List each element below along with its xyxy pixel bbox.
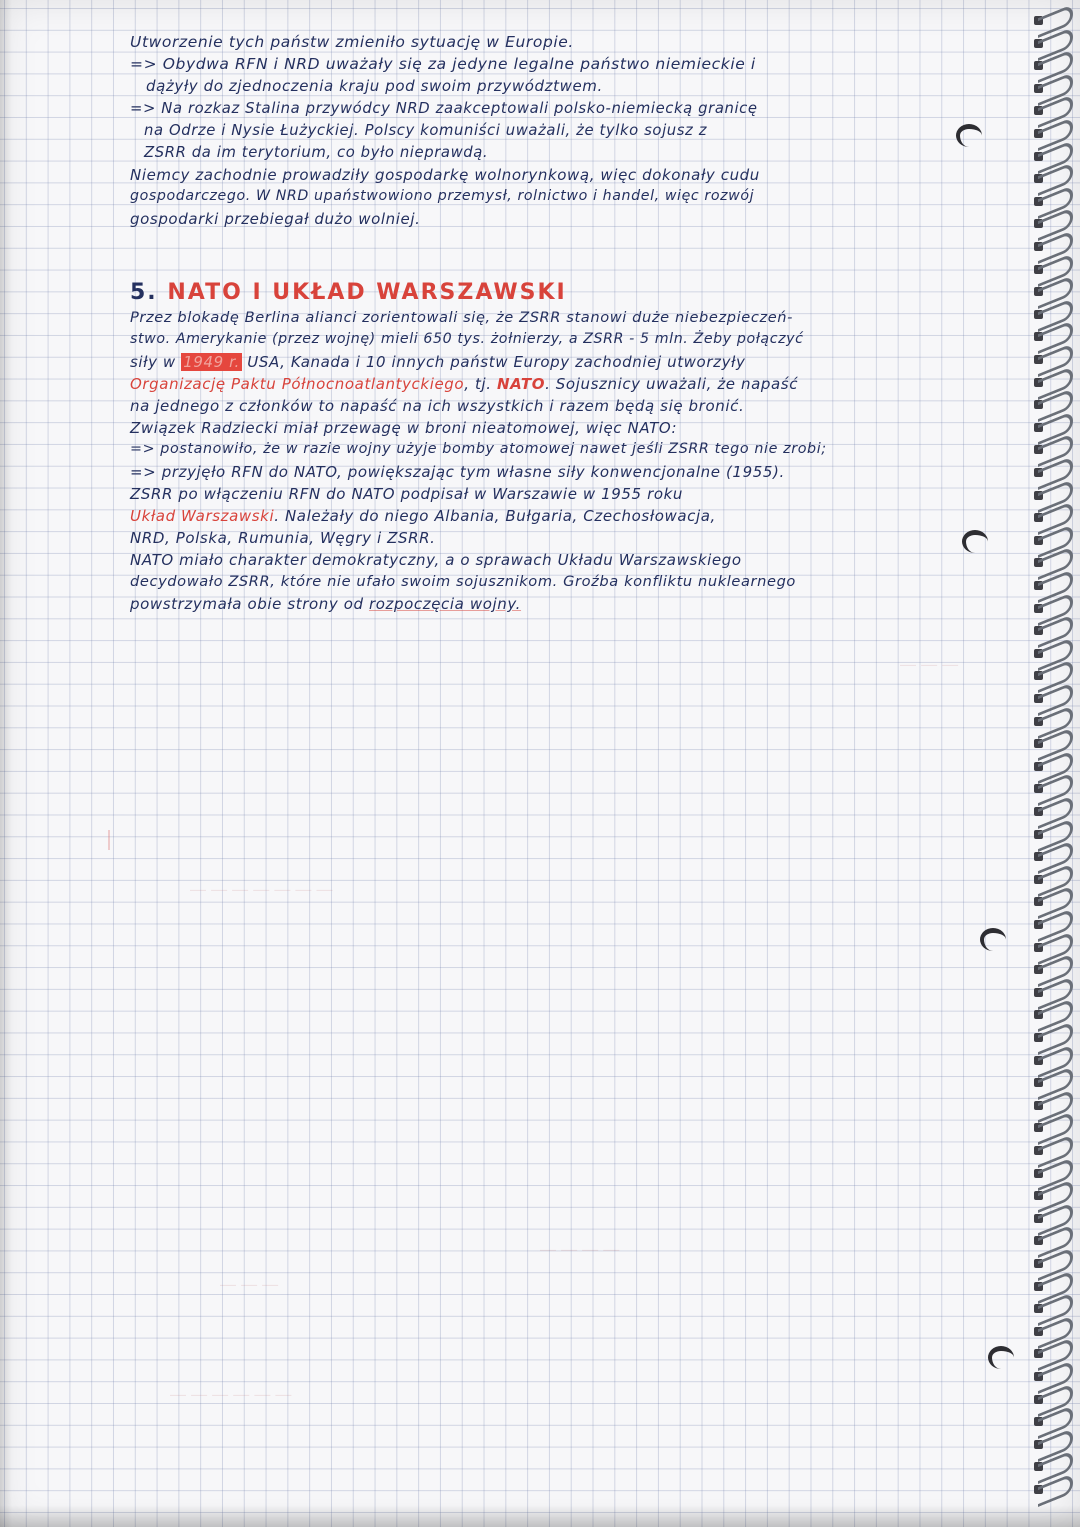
spiral-ring: [1028, 665, 1074, 685]
spiral-ring: [1028, 394, 1074, 414]
red-term: NATO: [496, 375, 546, 393]
text-line: => postanowiło, że w razie wojny użyje bomby atomowej nawet jeśli ZSRR tego nie zrobi;: [130, 441, 827, 457]
spiral-ring: [1028, 575, 1074, 595]
section-title: NATO I UKŁAD WARSZAWSKI: [167, 280, 567, 305]
spiral-ring: [1028, 1434, 1074, 1454]
text-line: Związek Radziecki miał przewagę w broni nieatomowej, więc NATO:: [130, 419, 678, 437]
spiral-ring: [1028, 1389, 1074, 1409]
text-fragment: . Sojusznicy uważali, że napaść: [545, 375, 799, 393]
text-line: => Na rozkaz Stalina przywódcy NRD zaakceptowali polsko-niemiecką granicę: [130, 100, 758, 117]
spiral-ring: [1028, 146, 1074, 166]
spiral-ring: [1028, 213, 1074, 233]
text-line: NATO miało charakter demokratyczny, a o sprawach Układu Warszawskiego: [130, 551, 742, 569]
binding-wire: [1038, 1473, 1073, 1507]
spiral-ring: [1028, 711, 1074, 731]
spiral-ring: [1028, 304, 1074, 324]
bleed-through-mark: ― ― ― ― ― ― ―: [190, 880, 333, 899]
text-fragment: , tj.: [464, 375, 492, 393]
text-line: => Obydwa RFN i NRD uważały się za jedyne legalne państwo niemieckie i: [130, 55, 756, 73]
text-fragment: . Należały do niego Albania, Bułgaria, Czechosłowacja,: [274, 507, 716, 525]
text-fragment: USA, Kanada i 10 innych państw Europy zachodniej utworzyły: [247, 353, 746, 371]
spiral-ring: [1028, 349, 1074, 369]
text-fragment: rozpoczęcia wojny.: [368, 595, 522, 613]
spiral-ring: [1028, 1298, 1074, 1318]
spiral-ring: [1028, 259, 1074, 279]
spiral-ring: [1028, 1163, 1074, 1183]
spiral-ring: [1028, 1321, 1074, 1341]
spiral-ring: [1028, 824, 1074, 844]
spiral-ring: [1028, 1185, 1074, 1205]
spiral-ring: [1028, 846, 1074, 866]
spiral-ring: [1028, 891, 1074, 911]
spiral-ring: [1028, 733, 1074, 753]
text-line: gospodarki przebiegał dużo wolniej.: [130, 210, 421, 228]
text-line: stwo. Amerykanie (przez wojnę) mieli 650 tys. żołnierzy, a ZSRR - 5 mln. Żeby połączyć: [130, 331, 804, 347]
spiral-ring: [1028, 55, 1074, 75]
spiral-ring: [1028, 756, 1074, 776]
text-line: ZSRR po włączeniu RFN do NATO podpisał w Warszawie w 1955 roku: [130, 485, 684, 503]
spiral-ring: [1028, 1140, 1074, 1160]
spiral-ring: [1028, 620, 1074, 640]
text-fragment: powstrzymała obie strony od: [130, 595, 364, 613]
spiral-ring: [1028, 1479, 1074, 1499]
spiral-ring: [1028, 123, 1074, 143]
text-line: na Odrze i Nysie Łużyckiej. Polscy komuniści uważali, że tylko sojusz z: [144, 122, 708, 139]
spiral-ring: [1028, 1050, 1074, 1070]
spiral-ring: [1028, 778, 1074, 798]
spiral-ring: [1028, 417, 1074, 437]
text-line: gospodarczego. W NRD upaństwowiono przemysł, rolnictwo i handel, więc rozwój: [130, 188, 755, 204]
red-term: Organizację Paktu Północnoatlantyckiego: [130, 375, 465, 393]
hole-punch-icon: [980, 928, 1006, 951]
spiral-ring: [1028, 100, 1074, 120]
text-line: [130, 507, 716, 525]
spiral-ring: [1028, 78, 1074, 98]
spiral-ring: [1028, 326, 1074, 346]
spiral-ring: [1028, 507, 1074, 527]
bleed-through-mark: ― ― ―: [220, 1275, 279, 1294]
spiral-ring: [1028, 485, 1074, 505]
page-bottom-shadow: [0, 1505, 1080, 1527]
spiral-ring: [1028, 33, 1074, 53]
spiral-ring: [1028, 530, 1074, 550]
spiral-ring: [1028, 462, 1074, 482]
spiral-ring: [1028, 598, 1074, 618]
highlighted-year: 1949 r.: [183, 353, 240, 371]
red-term: Układ Warszawski: [130, 507, 275, 525]
text-line: [130, 595, 521, 613]
bleed-through-mark: ― ― ― ― ― ―: [170, 1385, 292, 1404]
hole-punch-icon: [956, 124, 982, 147]
spiral-ring: [1028, 1366, 1074, 1386]
spiral-ring: [1028, 372, 1074, 392]
spiral-ring: [1028, 552, 1074, 572]
spiral-ring: [1028, 914, 1074, 934]
text-line: [130, 353, 745, 371]
spiral-ring: [1028, 1004, 1074, 1024]
spiral-ring: [1028, 982, 1074, 1002]
text-line: [130, 375, 798, 393]
spiral-binding: [1020, 10, 1074, 1510]
spiral-ring: [1028, 1276, 1074, 1296]
spiral-ring: [1028, 1343, 1074, 1363]
text-line: decydowało ZSRR, które nie ufało swoim sojusznikom. Groźba konfliktu nuklearnego: [130, 573, 796, 590]
spiral-ring: [1028, 168, 1074, 188]
spiral-ring: [1028, 801, 1074, 821]
text-line: na jednego z członków to napaść na ich wszystkich i razem będą się bronić.: [130, 397, 745, 415]
text-line: => przyjęło RFN do NATO, powiększając tym własne siły konwencjonalne (1955).: [130, 463, 785, 481]
spiral-ring: [1028, 281, 1074, 301]
spiral-ring: [1028, 869, 1074, 889]
section-heading: [130, 280, 567, 305]
spiral-ring: [1028, 1230, 1074, 1250]
spiral-ring: [1028, 688, 1074, 708]
spiral-ring: [1028, 1095, 1074, 1115]
spiral-ring: [1028, 959, 1074, 979]
hole-punch-icon: [962, 530, 988, 553]
text-line: ZSRR da im terytorium, co było nieprawdą.: [144, 144, 489, 161]
text-line: NRD, Polska, Rumunia, Węgry i ZSRR.: [130, 529, 436, 547]
spiral-ring: [1028, 1117, 1074, 1137]
text-fragment: siły w: [130, 353, 176, 371]
spiral-ring: [1028, 191, 1074, 211]
text-line: Utworzenie tych państw zmieniło sytuację w Europie.: [130, 33, 574, 51]
text-line: Niemcy zachodnie prowadziły gospodarkę wolnorynkową, więc dokonały cudu: [130, 166, 760, 184]
spiral-ring: [1028, 1411, 1074, 1431]
spiral-ring: [1028, 1456, 1074, 1476]
bleed-through-mark: ― ― ― ―: [540, 1240, 620, 1259]
spiral-ring: [1028, 1208, 1074, 1228]
text-line: dążyły do zjednoczenia kraju pod swoim przywództwem.: [146, 77, 603, 95]
spiral-ring: [1028, 1253, 1074, 1273]
spiral-ring: [1028, 1027, 1074, 1047]
text-line: Przez blokadę Berlina alianci zorientowali się, że ZSRR stanowi duże niebezpieczeń-: [130, 309, 794, 326]
bleed-through-mark: ― ― ―: [900, 655, 959, 674]
spiral-ring: [1028, 439, 1074, 459]
hole-punch-icon: [988, 1346, 1014, 1369]
page-shadow: [0, 0, 12, 1527]
spiral-ring: [1028, 643, 1074, 663]
spiral-ring: [1028, 937, 1074, 957]
spiral-ring: [1028, 1072, 1074, 1092]
spiral-ring: [1028, 236, 1074, 256]
margin-mark: [108, 830, 110, 850]
section-number: 5.: [130, 280, 158, 305]
spiral-ring: [1028, 10, 1074, 30]
